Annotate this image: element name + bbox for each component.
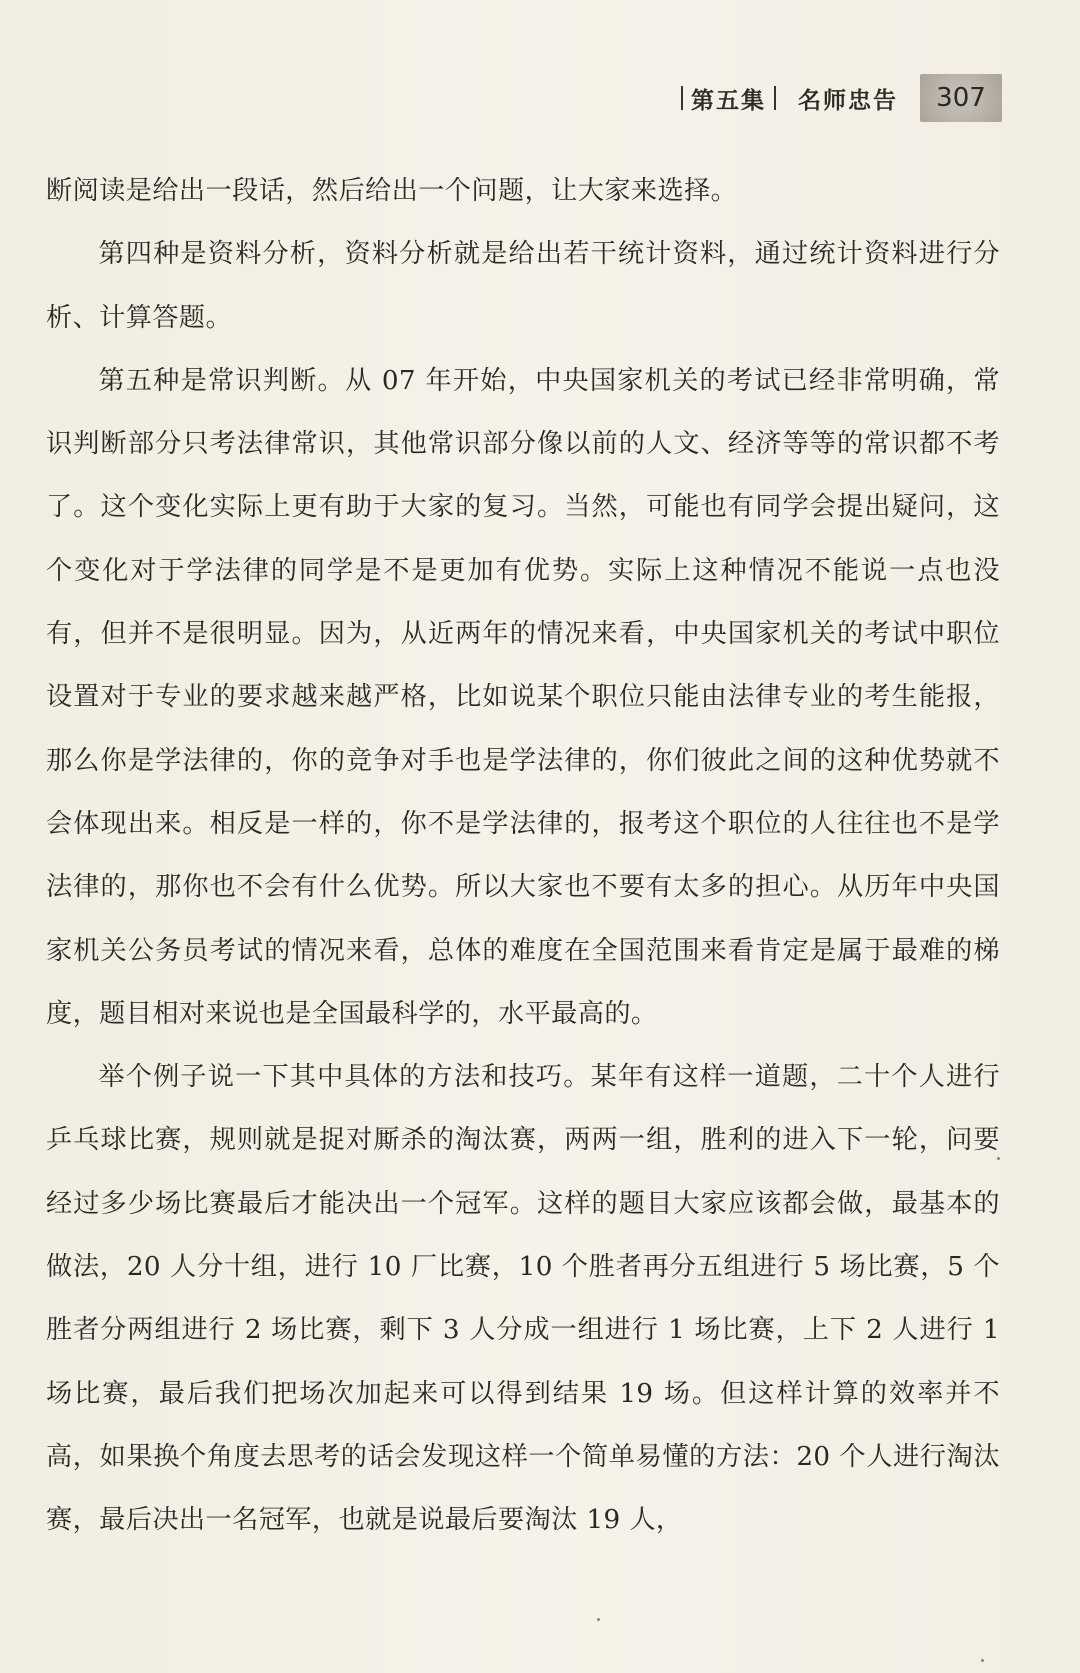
paragraph: 第五种是常识判断。从 07 年开始，中央国家机关的考试已经非常明确，常识判断部分只考法律常识，其他常识部分像以前的人文、经济等等的常识都不考了。这个变化实际上更有助于大家的复习。当然，可能也有同学会提出疑问，这个变化对于学法律的同学是不是更加有优势。实际上这种情况不能说一点也没有，但并不是很明显。因为，从近两年的情况来看，中央国家机关的考试中职位设置对于专业的要求越来越严格，比如说某个职位只能由法律专业的考生能报，那么你是学法律的，你的竞争对手也是学法律的，你们彼此之间的这种优势就不会体现出来。相反是一样的，你不是学法律的，报考这个职位的人往往也不是学法律的，那你也不会有什么优势。所以大家也不要有太多的担心。从历年中央国家机关公务员考试的情况来看，总体的难度在全国范围来看肯定是属于最难的梯度，题目相对来说也是全国最科学的，水平最高的。 bbox=[46, 365, 1000, 1029]
page-header bbox=[673, 76, 1002, 120]
speck bbox=[997, 1157, 1000, 1160]
body-text bbox=[46, 160, 1000, 1553]
chapter-title: 名师忠告 bbox=[798, 87, 898, 114]
paragraph: 断阅读是给出一段话，然后给出一个问题，让大家来选择。 bbox=[46, 176, 738, 206]
paragraph: 第四种是资料分析，资料分析就是给出若干统计资料，通过统计资料进行分析、计算答题。 bbox=[46, 239, 1000, 333]
header-divider bbox=[774, 86, 776, 110]
section-label: 第五集 bbox=[691, 87, 766, 114]
speck bbox=[597, 1618, 600, 1621]
page-number: 307 bbox=[920, 74, 1002, 122]
header-divider bbox=[681, 86, 683, 110]
speck bbox=[981, 1659, 984, 1662]
paragraph: 举个例子说一下其中具体的方法和技巧。某年有这样一道题，二十个人进行乒乓球比赛，规则就是捉对厮杀的淘汰赛，两两一组，胜利的进入下一轮，问要经过多少场比赛最后才能决出一个冠军。这样的题目大家应该都会做，最基本的做法，20 人分十组，进行 10 厂比赛，10 个胜者再分五组进行 5 场比赛，5 个胜者分两组进行 2 场比赛，剩下 3 人分成一组进行 1 场比赛，上下 2 人进行 1 场比赛，最后我们把场次加起来可以得到结果 19 场。但这样计算的效率并不高，如果换个角度去思考的话会发现这样一个简单易懂的方法：20 个人进行淘汰赛，最后决出一名冠军，也就是说最后要淘汰 19 人， bbox=[46, 1062, 1000, 1536]
